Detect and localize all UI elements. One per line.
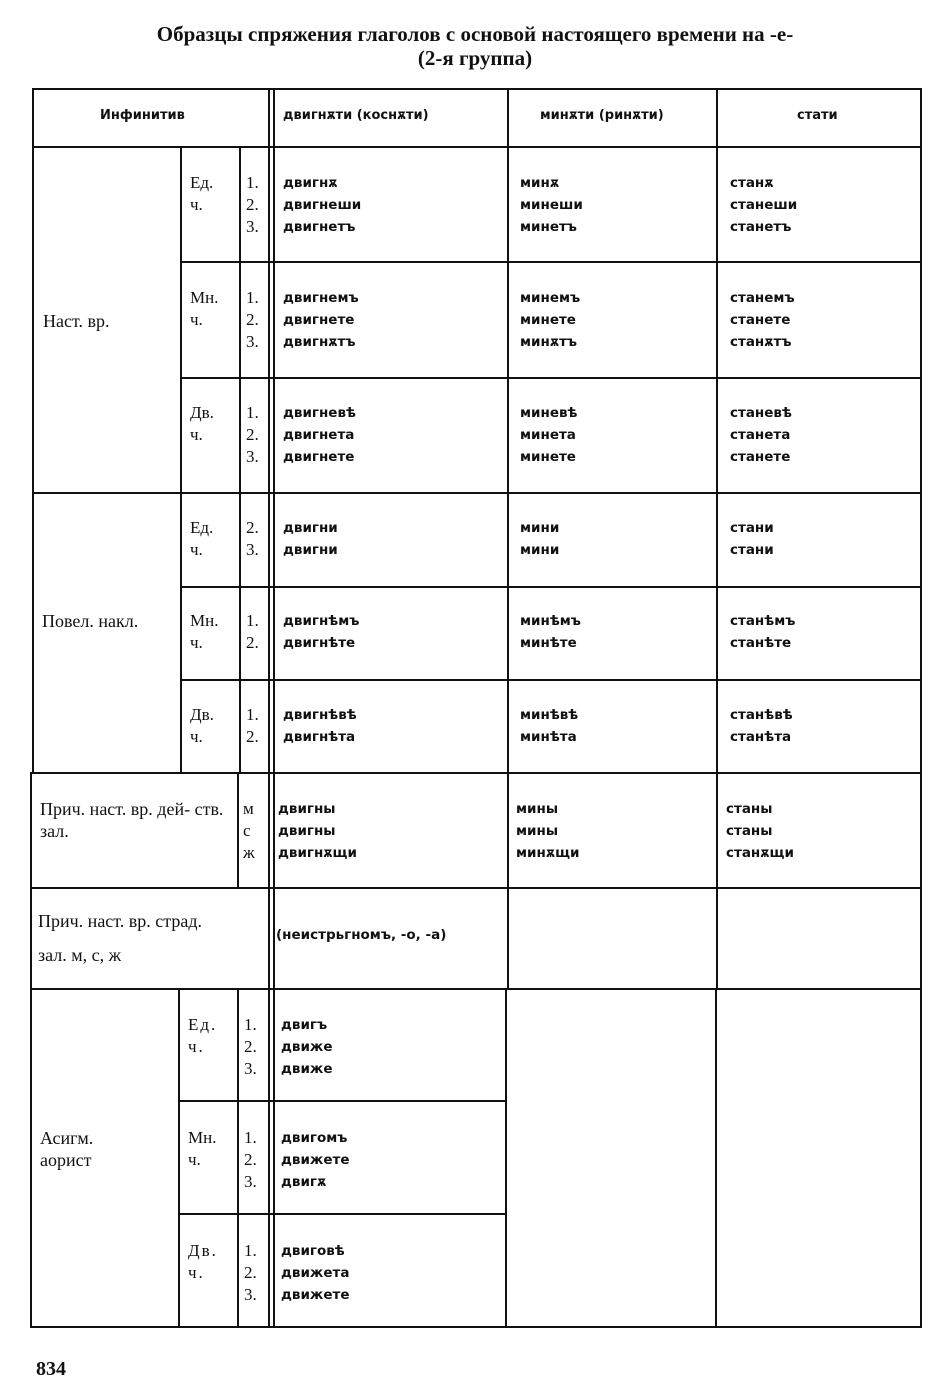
- imperative-du-verb1-forms: двигнѣвѣ двигнѣта: [283, 707, 357, 745]
- rule-imper-sg: [180, 586, 922, 588]
- rule-aorist-pl: [178, 1213, 507, 1215]
- rule-aorist-sg: [178, 1100, 507, 1102]
- header-verb-2: минѫти (ринѫти): [540, 108, 664, 123]
- rule-imper-end: [30, 772, 922, 774]
- rule-part-passive-end: [30, 988, 922, 990]
- present-label: Наст. вр.: [43, 311, 110, 331]
- header-infinitive: Инфинитив: [100, 108, 185, 123]
- participle-passive-verb1-form: (неистрьгномъ, -о, -а): [276, 927, 447, 943]
- rule-present-sg: [180, 261, 922, 263]
- present-du-verb2-forms: миневѣ минета минете: [520, 405, 578, 465]
- imperative-sg-verb2-forms: мини мини: [520, 520, 560, 558]
- present-sg-verb2-forms: минѫ минеши минетъ: [520, 175, 583, 235]
- col-sep-1: [507, 88, 509, 988]
- imperative-pl-verb3-forms: станѣмъ станѣте: [730, 613, 796, 651]
- present-sg-verb3-forms: станѫ станеши станетъ: [730, 175, 798, 235]
- present-sg-number: Ед. ч.: [190, 173, 214, 214]
- rule-part-active-end: [30, 887, 922, 889]
- gender-col-sep: [237, 772, 239, 888]
- present-du-number: Дв. ч.: [190, 403, 214, 444]
- present-sg-verb1-forms: двигнѫ двигнеши двигнетъ: [283, 175, 362, 235]
- participle-active-label: Прич. наст. вр. дей- ств. зал.: [40, 799, 224, 841]
- imperative-sg-verb1-forms: двигни двигни: [283, 520, 338, 558]
- imperative-du-verb3-forms: станѣвѣ станѣта: [730, 707, 793, 745]
- aorist-sg-persons: 1. 2. 3.: [244, 1015, 257, 1078]
- table-border-right: [920, 88, 922, 1328]
- title-line-1: Образцы спряжения глаголов с основой настоящего времени на -е-: [156, 22, 794, 46]
- imperative-sg-verb3-forms: стани стани: [730, 520, 774, 558]
- aorist-du-verb1-forms: двиговѣ движета движете: [281, 1243, 350, 1303]
- header-bottom-rule: [32, 146, 922, 148]
- present-du-persons: 1. 2. 3.: [246, 403, 259, 466]
- header-verb-1: двигнѫти (коснѫти): [283, 108, 429, 123]
- imperative-du-number: Дв. ч.: [190, 705, 214, 746]
- table-border-bottom: [30, 1326, 922, 1328]
- participle-active-genders: м с ж: [243, 799, 255, 862]
- rule-imper-pl: [180, 679, 922, 681]
- col-sep-2: [716, 88, 718, 988]
- page-number: 834: [36, 1358, 66, 1380]
- imperative-sg-persons: 2. 3.: [246, 518, 259, 559]
- imperative-label: Повел. накл.: [42, 611, 139, 631]
- double-rule-a: [268, 88, 270, 1328]
- table-border-left: [32, 88, 34, 773]
- imperative-pl-verb2-forms: минѣмъ минѣте: [520, 613, 581, 651]
- present-sg-persons: 1. 2. 3.: [246, 173, 259, 236]
- imperative-pl-number: Мн. ч.: [190, 611, 219, 652]
- participle-active-verb3-forms: станы станы станѫщи: [726, 801, 794, 861]
- participle-active-verb2-forms: мины мины минѫщи: [516, 801, 580, 861]
- aorist-pl-number: Мн. ч.: [188, 1128, 217, 1169]
- imperative-du-verb2-forms: минѣвѣ минѣта: [520, 707, 579, 745]
- present-pl-verb3-forms: станемъ станете станѫтъ: [730, 290, 795, 350]
- table-border-left-lower: [30, 772, 32, 1328]
- participle-active-verb1-forms: двигны двигны двигнѫщи: [278, 801, 357, 861]
- present-pl-verb1-forms: двигнемъ двигнете двигнѫтъ: [283, 290, 359, 350]
- present-du-verb1-forms: двигневѣ двигнета двигнете: [283, 405, 356, 465]
- participle-passive-label-1: Прич. наст. вр. страд.: [38, 911, 203, 931]
- title-line-2: (2-я группа): [417, 46, 533, 70]
- rule-present-pl: [180, 377, 922, 379]
- aorist-du-persons: 1. 2. 3.: [244, 1241, 257, 1304]
- header-verb-3: стати: [797, 108, 838, 123]
- rule-present-end: [32, 492, 922, 494]
- page-title: [0, 22, 950, 70]
- aorist-sg-number: Ед. ч.: [188, 1015, 218, 1056]
- imperative-pl-verb1-forms: двигнѣмъ двигнѣте: [283, 613, 360, 651]
- person-col-sep-aorist: [237, 988, 239, 1328]
- present-du-verb3-forms: станевѣ станета станете: [730, 405, 792, 465]
- participle-passive-label-2: зал. м, с, ж: [38, 945, 122, 965]
- aorist-du-number: Дв. ч.: [188, 1241, 218, 1282]
- col-sep-1-lower: [505, 988, 507, 1328]
- table-border-top: [32, 88, 922, 90]
- imperative-sg-number: Ед. ч.: [190, 518, 214, 559]
- aorist-pl-verb1-forms: двигомъ движете двигѫ: [281, 1130, 350, 1190]
- aorist-sg-verb1-forms: двигъ движе движе: [281, 1017, 333, 1077]
- present-pl-number: Мн. ч.: [190, 288, 219, 329]
- imperative-du-persons: 1. 2.: [246, 705, 259, 746]
- present-pl-persons: 1. 2. 3.: [246, 288, 259, 351]
- aorist-pl-persons: 1. 2. 3.: [244, 1128, 257, 1191]
- number-col-sep-aorist: [178, 988, 180, 1328]
- present-pl-verb2-forms: минемъ минете минѫтъ: [520, 290, 581, 350]
- col-sep-2-lower: [715, 988, 717, 1328]
- imperative-pl-persons: 1. 2.: [246, 611, 259, 652]
- double-rule-b: [273, 88, 275, 1328]
- aorist-label: Асигм. аорист: [40, 1128, 94, 1170]
